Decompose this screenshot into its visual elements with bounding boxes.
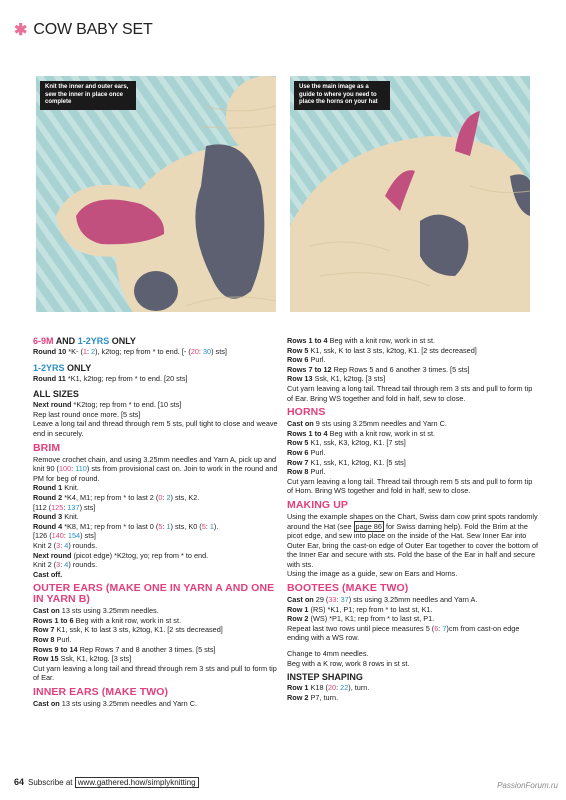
bootees-beg-k-row: Beg with a K row, work 8 rows in st st. [287,658,410,668]
inner-ears-cut: Cut yarn leaving a long tail. Thread tail through rem 3 sts and pull to form tip of Ear. Bring WS together and fold in half, sew to close. [287,383,533,403]
page-86-link[interactable]: page 86 [355,521,382,531]
brim-round-1: Round 1 Knit. [33,483,79,493]
outer-ears-row-15: Row 15 Ssk, K1, k2tog. [3 sts] [33,654,132,664]
inner-ears-row-5: Row 5 K1, ssk, K to last 3 sts, k2tog, K1. [2 sts decreased] [287,345,477,355]
inner-ears-row-6: Row 6 Purl. [287,355,326,365]
outer-ears-row-8: Row 8 Purl. [33,635,72,645]
outer-ears-cast-on: Cast on 13 sts using 3.25mm needles. [33,606,159,616]
heading-making-up: MAKING UP [287,498,348,511]
inner-ears-rows-7-12: Rows 7 to 12 Rep Rows 5 and 6 another 3 times. [5 sts] [287,364,470,374]
horns-row-6: Row 6 Purl. [287,447,326,457]
horns-cast-on: Cast on 9 sts using 3.25mm needles and Yarn C. [287,419,447,429]
instep-row-2: Row 2 P7, turn. [287,692,339,702]
photo-ears [36,76,276,312]
bootees-row-1: Row 1 (RS) *K1, P1; rep from * to last st, K1. [287,604,433,614]
asterisk-icon: ✱ [14,22,28,39]
horns-cut: Cut yarn leaving a long tail. Thread tail through rem 5 sts and pull to form tip of Horn. Bring WS together and fold in half, sew to close. [287,476,533,496]
brim-round-2-count: [112 (125: 137) sts] [33,502,96,512]
outer-ears-row-7: Row 7 K1, ssk, K to last 3 sts, k2tog, K1. [2 sts decreased] [33,625,223,635]
subscribe-text: Subscribe at [28,778,75,787]
leave-tail: Leave a long tail and thread through rem 5 sts, pull tight to close and weave end in securely. [33,419,278,438]
brim-round-4-count: [126 (140: 154) sts] [33,531,96,541]
heading-bootees: BOOTEES (MAKE TWO) [287,582,409,595]
bootees-change-needles: Change to 4mm needles. [287,649,369,659]
outer-ears-rows-9-14: Rows 9 to 14 Rep Rows 7 and 8 another 3 times. [5 sts] [33,644,216,654]
horns-row-5: Row 5 K1, ssk, K3, k2tog, K1. [7 sts] [287,438,406,448]
brim-intro: Remove crochet chain, and using 3.25mm needles and Yarn A, pick up and knit 90 (100: 110) sts from provisional cast on. Join to work in the round and PM for beg of round. [33,454,278,483]
next-round: Next round *K2tog; rep from * to end. [10 sts] [33,400,182,410]
page-number: 64 [14,777,25,787]
cast-off: Cast off. [33,569,63,579]
photo-horns [290,76,530,312]
picot-round: Next round (picot edge) *K2tog, yo; rep from * to end. [33,550,209,560]
bootees-row-2: Row 2 (WS) *P1, K1; rep from * to last st, P1. [287,614,435,624]
brim-round-3: Round 3 Knit. [33,512,79,522]
heading-instep-shaping: INSTEP SHAPING [287,672,363,683]
left-column [33,336,283,709]
horns-row-7: Row 7 K1, ssk, K1, k2tog, K1. [5 sts] [287,457,406,467]
horns-row-8: Row 8 Purl. [287,467,326,477]
inner-ears-row-13: Row 13 Ssk, K1, k2tog. [3 sts] [287,374,386,384]
subscribe-link[interactable]: www.gathered.how/simplyknitting [75,777,199,788]
heading-inner-ears: INNER EARS (MAKE TWO) [33,686,169,699]
heading-horns: HORNS [287,406,326,419]
photo-caption-ears: Knit the inner and outer ears, sew the inner in place once complete [40,81,136,110]
instep-row-1: Row 1 K18 (20: 22), turn. [287,683,370,693]
bootees-repeat: Repeat last two rows until piece measures 5 (6: 7)cm from cast-on edge ending with a WS row. [287,623,520,643]
rep-last-round: Rep last round once more. [5 sts] [33,409,141,419]
heading-brim: BRIM [33,441,61,454]
horns-photo-image [290,76,530,312]
heading-1-2yrs-only: 1-2YRS ONLY [33,362,92,373]
outer-ears-cut: Cut yarn leaving a long tail and thread through rem 3 sts and pull to form tip of Ear. [33,663,277,683]
knit-rounds-2: Knit 2 (3: 4) rounds. [33,560,98,570]
watermark: PassionForum.ru [497,781,558,790]
round-11: Round 11 *K1, k2tog; rep from * to end. [20 sts] [33,373,188,383]
inner-ears-rows-1-4: Rows 1 to 4 Beg with a knit row, work in st st. [287,336,436,345]
heading-6-9m-1-2yrs: 6-9M AND 1-2YRS ONLY [33,336,136,346]
brim-round-2: Round 2 *K4, M1; rep from * to last 2 (0: 2) sts, K2. [33,492,200,502]
making-up-ears-horns: Using the image as a guide, sew on Ears and Horns. [287,569,458,579]
page-footer [14,777,199,787]
making-up-text: Using the example shapes on the Chart, Swiss darn cow print spots randomly around the Hat (see page 86 for Swiss darning help). Fold the Brim at the picot edge, and sew into place on the inside of the Hat. Sew Inner Ear into Outer Ear, bring the cast-on edge of Outer Ear together to cover the bottom of the Inner Ear and secure with sts. Fold the base of the Ear in half and secure with sts. [287,511,539,569]
brim-round-4: Round 4 *K8, M1; rep from * to last 0 (5: 1) sts, K0 (5: 1). [33,521,219,531]
bootees-cast-on: Cast on 29 (33: 37) sts using 3.25mm needles and Yarn A. [287,595,478,605]
page-title: COW BABY SET [33,21,153,38]
outer-ears-rows-1-6: Rows 1 to 6 Beg with a knit row, work in st st. [33,615,182,625]
heading-all-sizes: ALL SIZES [33,389,79,400]
horns-rows-1-4: Rows 1 to 4 Beg with a knit row, work in st st. [287,428,436,438]
photo-caption-horns: Use the main image as a guide to where you need to place the horns on your hat [294,81,390,110]
knit-rounds: Knit 2 (3: 4) rounds. [33,540,98,550]
ears-photo-image [36,76,276,312]
heading-outer-ears: OUTER EARS (MAKE ONE IN YARN A AND ONE IN YARN B) [33,582,275,606]
round-10: Round 10 *K- (1: 2), k2tog; rep from * to end. [- (20: 30) sts] [33,347,227,356]
section-header [14,20,153,40]
right-column [287,336,539,702]
inner-ears-cast-on: Cast on 13 sts using 3.25mm needles and Yarn C. [33,699,197,709]
